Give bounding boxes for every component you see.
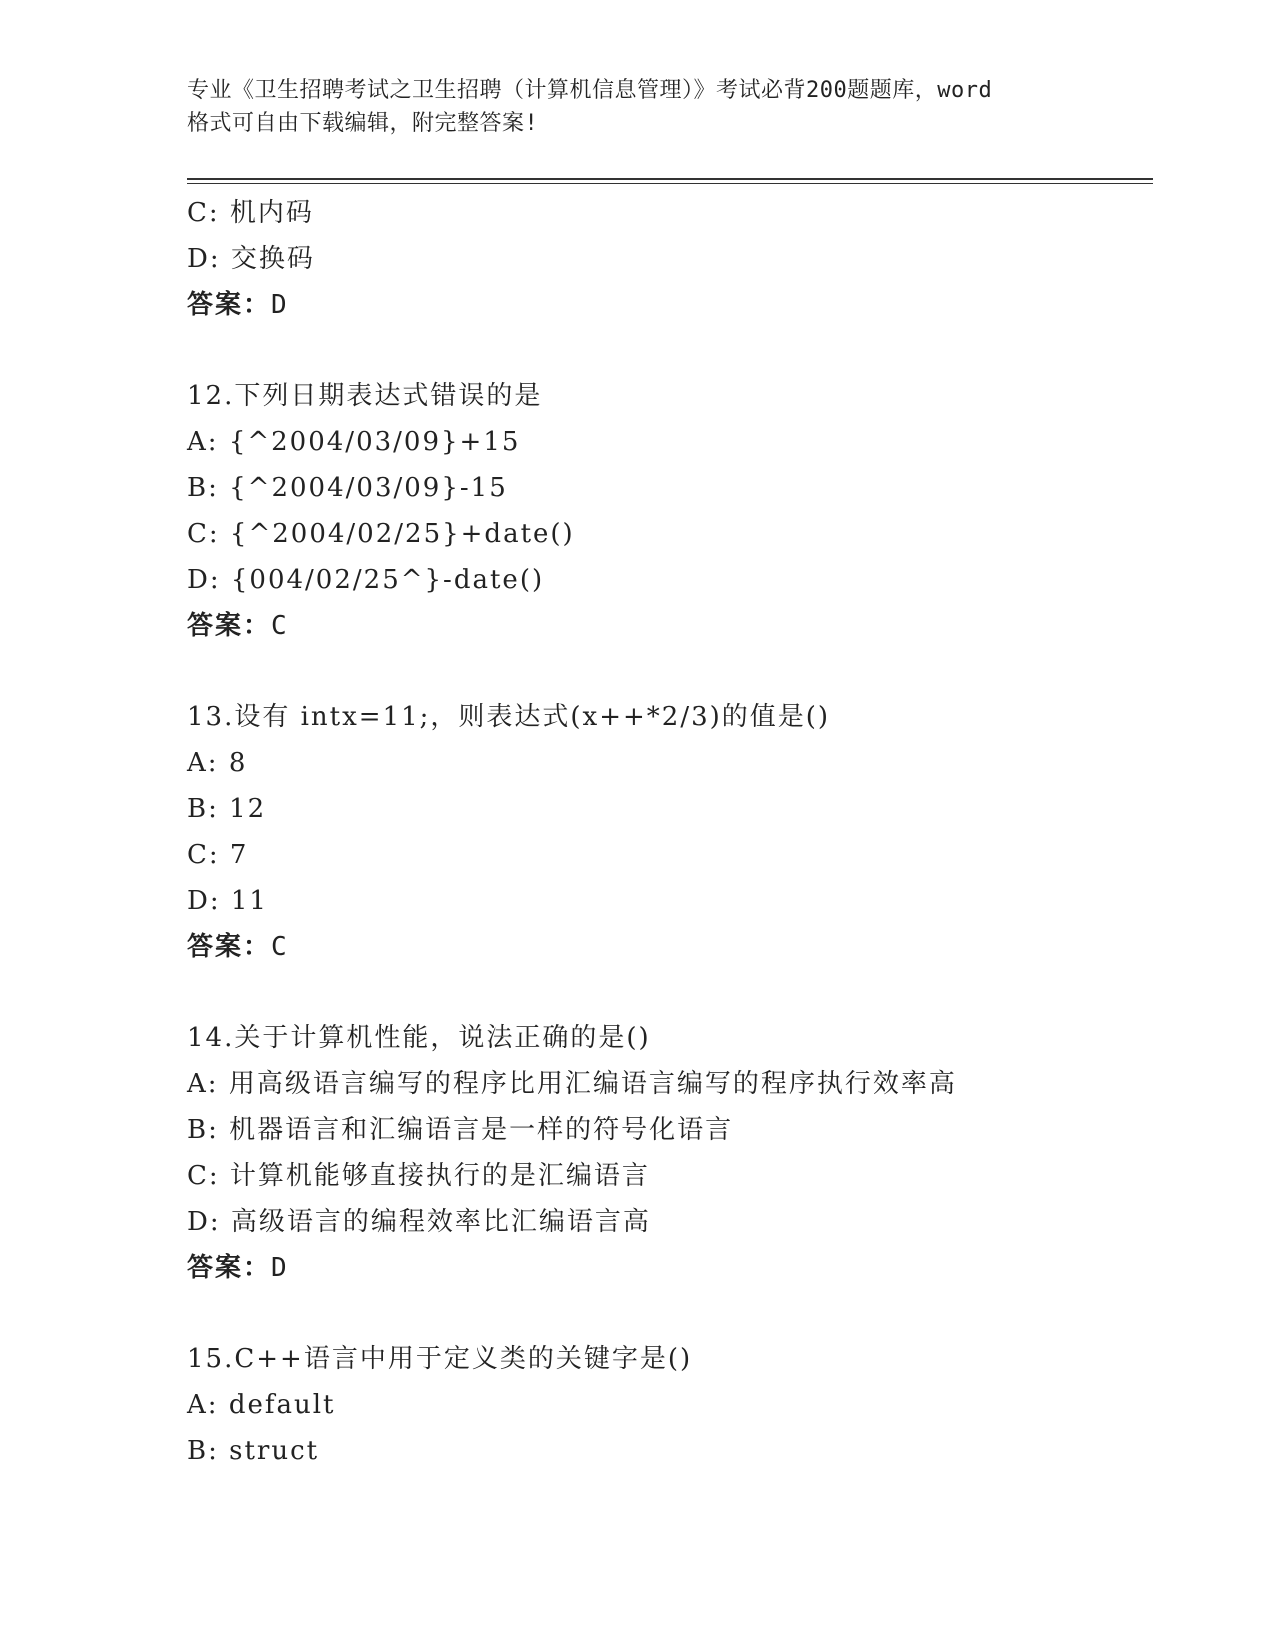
header-divider-thin [187, 183, 1153, 184]
question-block [187, 373, 1153, 649]
option-label: B: [187, 1436, 219, 1466]
option-text: {^2004/02/25}+date() [229, 519, 575, 549]
option-label: A: [187, 748, 219, 778]
question-stem: 15.C++语言中用于定义类的关键字是() [187, 1344, 693, 1374]
question-stem: 14.关于计算机性能，说法正确的是() [187, 1023, 651, 1053]
option-label: C: [187, 519, 220, 549]
option-row [187, 465, 1153, 511]
option-text: {^2004/03/09}-15 [229, 473, 508, 503]
option-label: D: [187, 1207, 221, 1237]
option-label: C: [187, 198, 220, 228]
question-block [187, 1336, 1153, 1474]
answer-line [187, 282, 1153, 328]
answer-prefix: 答案： [187, 290, 272, 320]
question-block [187, 694, 1153, 970]
option-row [187, 511, 1153, 557]
option-text: 交换码 [230, 244, 315, 274]
option-label: B: [187, 473, 219, 503]
answer-value: D [271, 290, 289, 320]
option-text: 7 [229, 840, 249, 870]
option-row [187, 740, 1153, 786]
question-block [187, 1015, 1153, 1291]
option-label: C: [187, 840, 220, 870]
option-text: 用高级语言编写的程序比用汇编语言编写的程序执行效率高 [228, 1069, 957, 1099]
answer-prefix: 答案： [187, 932, 272, 962]
option-text: 机内码 [229, 198, 314, 228]
option-row [187, 1382, 1153, 1428]
option-label: A: [187, 1069, 219, 1099]
header-title-line-1: 专业《卫生招聘考试之卫生招聘（计算机信息管理）》考试必背200题题库，word [187, 78, 993, 103]
option-text: 11 [230, 886, 268, 916]
answer-line [187, 924, 1153, 970]
option-text: default [228, 1390, 336, 1420]
option-row [187, 1107, 1153, 1153]
question-list [187, 190, 1153, 1474]
option-row [187, 236, 1153, 282]
option-text: struct [229, 1436, 320, 1466]
option-row [187, 190, 1153, 236]
option-label: D: [187, 886, 221, 916]
option-text: {004/02/25^}-date() [230, 565, 545, 595]
option-row [187, 1199, 1153, 1245]
option-label: A: [187, 427, 219, 457]
option-text: 12 [229, 794, 267, 824]
question-block [187, 190, 1153, 328]
option-row [187, 1428, 1153, 1474]
option-text: 8 [228, 748, 248, 778]
answer-value: D [271, 1253, 289, 1283]
option-row [187, 1061, 1153, 1107]
question-stem: 12.下列日期表达式错误的是 [187, 381, 543, 411]
option-text: {^2004/03/09}+15 [228, 427, 521, 457]
option-label: A: [187, 1390, 219, 1420]
option-label: D: [187, 565, 221, 595]
option-row [187, 878, 1153, 924]
document-header [187, 74, 1107, 140]
answer-value: C [271, 611, 289, 641]
answer-line [187, 1245, 1153, 1291]
answer-prefix: 答案： [187, 1253, 272, 1283]
question-stem: 13.设有 intx=11;，则表达式(x++*2/3)的值是() [187, 702, 831, 732]
answer-value: C [271, 932, 289, 962]
option-text: 高级语言的编程效率比汇编语言高 [230, 1207, 651, 1237]
option-label: B: [187, 1115, 219, 1145]
option-row [187, 1153, 1153, 1199]
answer-line [187, 603, 1153, 649]
answer-prefix: 答案： [187, 611, 272, 641]
option-row [187, 786, 1153, 832]
option-label: B: [187, 794, 219, 824]
option-row [187, 832, 1153, 878]
option-label: D: [187, 244, 221, 274]
option-text: 机器语言和汇编语言是一样的符号化语言 [229, 1115, 734, 1145]
option-label: C: [187, 1161, 220, 1191]
header-title-line-2: 格式可自由下载编辑，附完整答案! [187, 111, 539, 136]
header-divider [187, 178, 1153, 180]
option-row [187, 557, 1153, 603]
option-row [187, 419, 1153, 465]
option-text: 计算机能够直接执行的是汇编语言 [229, 1161, 650, 1191]
